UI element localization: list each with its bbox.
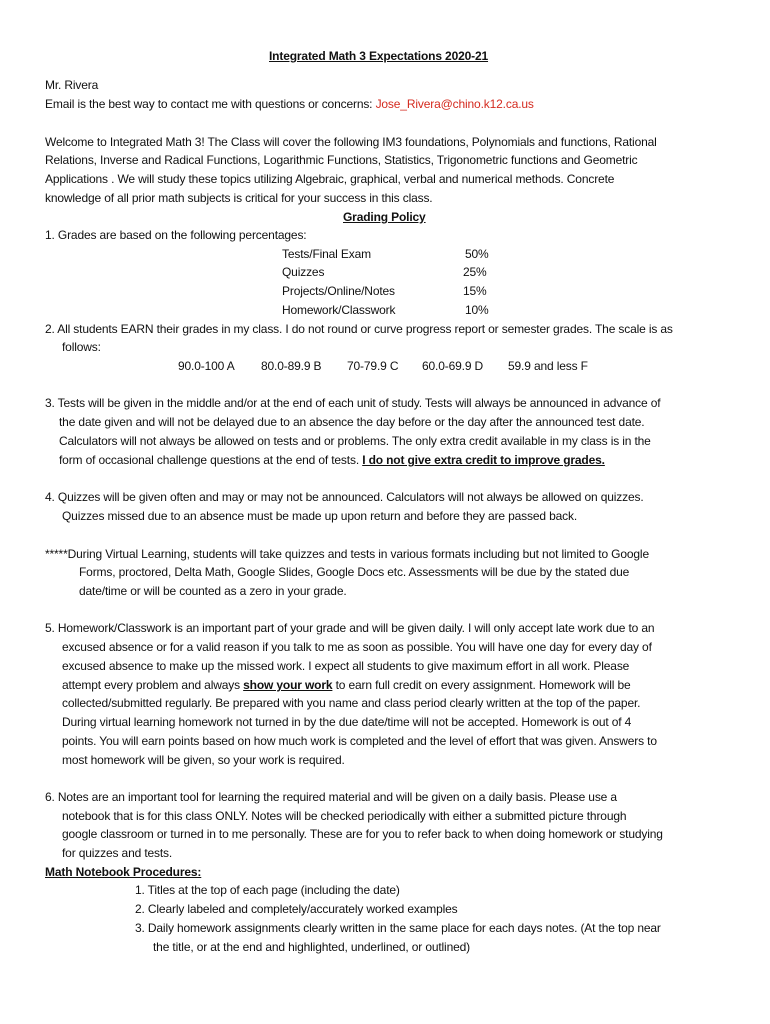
item-5-text: attempt every problem and always <box>62 678 244 692</box>
grading-item-5-cont: collected/submitted regularly. Be prepared with you name and class period clearly written at the top of the paper. <box>62 696 641 710</box>
percentage-label: Projects/Online/Notes <box>282 284 395 298</box>
grading-item-2-cont: follows: <box>62 340 101 354</box>
show-your-work: show your work <box>243 678 333 692</box>
notebook-item: 3. Daily homework assignments clearly written in the same place for each days notes. (At the top near <box>135 921 661 935</box>
grading-item-5-cont: excused absence to make up the missed work. I expect all students to give maximum effort in all work. Please <box>62 659 630 673</box>
virtual-note: *****During Virtual Learning, students will take quizzes and tests in various formats including but not limited to Google <box>45 547 649 561</box>
grading-item-5-cont: excused absence or for a valid reason if you talk to me as soon as possible. You will have one day for every day of <box>62 640 652 654</box>
percentage-label: Quizzes <box>282 265 325 279</box>
virtual-note-cont: Forms, proctored, Delta Math, Google Slides, Google Docs etc. Assessments will be due by the stated due <box>79 565 630 579</box>
grading-item-5: 5. Homework/Classwork is an important part of your grade and will be given daily. I will only accept late work due to an <box>45 621 655 635</box>
percentage-value: 50% <box>465 247 489 261</box>
grading-item-6-cont: google classroom or turned in to me personally. These are for you to refer back to when doing homework or studying <box>62 827 663 841</box>
intro-line: knowledge of all prior math subjects is critical for your success in this class. <box>45 191 433 205</box>
intro-line: Applications . We will study these topics utilizing Algebraic, graphical, verbal and numerical methods. Concrete <box>45 172 615 186</box>
grading-item-5-cont: points. You will earn points based on how much work is completed and the level of effort that was given. Answers to <box>62 734 657 748</box>
grade-scale-d: 60.0-69.9 D <box>422 359 484 373</box>
grading-item-3-cont: the date given and will not be delayed due to an absence the day before or the day after the announced test date. <box>59 415 645 429</box>
percentage-value: 25% <box>463 265 487 279</box>
item-3-text: form of occasional challenge questions at the end of tests. <box>59 453 363 467</box>
grading-item-5-cont: During virtual learning homework not turned in by the due date/time will not be accepted. Homework is out of 4 <box>62 715 632 729</box>
grade-scale-a: 90.0-100 A <box>178 359 235 373</box>
percentage-label: Homework/Classwork <box>282 303 396 317</box>
notebook-heading: Math Notebook Procedures: <box>45 865 202 879</box>
item-5-text: to earn full credit on every assignment. Homework will be <box>332 678 631 692</box>
grading-item-5-cont: most homework will be given, so your work is required. <box>62 753 345 767</box>
grading-item-3-cont: Calculators will not always be allowed on tests and or problems. The only extra credit available in my class is in the <box>59 434 651 448</box>
notebook-item: 1. Titles at the top of each page (including the date) <box>135 883 400 897</box>
grading-item-6-cont: notebook that is for this class ONLY. Notes will be checked periodically with either a submitted picture through <box>62 809 627 823</box>
grading-item-4: 4. Quizzes will be given often and may or may not be announced. Calculators will not always be allowed on quizzes. <box>45 490 644 504</box>
grading-item-4-cont: Quizzes missed due to an absence must be made up upon return and before they are passed back. <box>62 509 578 523</box>
grading-item-5-cont <box>62 677 631 693</box>
virtual-note-cont: date/time or will be counted as a zero in your grade. <box>79 584 347 598</box>
grading-item-6-cont: for quizzes and tests. <box>62 846 173 860</box>
contact-line <box>45 96 534 112</box>
grading-item-3-cont <box>59 452 605 468</box>
grading-item-1: 1. Grades are based on the following percentages: <box>45 228 307 242</box>
no-extra-credit-note: I do not give extra credit to improve grades. <box>362 453 605 467</box>
grading-item-2: 2. All students EARN their grades in my class. I do not round or curve progress report or semester grades. The scale is as <box>45 322 673 336</box>
grading-item-6: 6. Notes are an important tool for learning the required material and will be given on a daily basis. Please use a <box>45 790 617 804</box>
teacher-name: Mr. Rivera <box>45 78 99 92</box>
grading-policy-heading: Grading Policy <box>343 210 426 224</box>
grade-scale-b: 80.0-89.9 B <box>261 359 322 373</box>
grade-scale-c: 70-79.9 C <box>347 359 399 373</box>
page-title: Integrated Math 3 Expectations 2020-21 <box>269 49 489 63</box>
notebook-item-cont: the title, or at the end and highlighted, underlined, or outlined) <box>153 940 470 954</box>
percentage-label: Tests/Final Exam <box>282 247 371 261</box>
grading-item-3: 3. Tests will be given in the middle and/or at the end of each unit of study. Tests will always be announced in advance of <box>45 396 661 410</box>
notebook-item: 2. Clearly labeled and completely/accurately worked examples <box>135 902 458 916</box>
percentage-value: 15% <box>463 284 487 298</box>
contact-text: Email is the best way to contact me with questions or concerns: <box>45 97 376 111</box>
intro-line: Welcome to Integrated Math 3! The Class will cover the following IM3 foundations, Polynomials and functions, Rational <box>45 135 657 149</box>
percentage-value: 10% <box>465 303 489 317</box>
grade-scale-f: 59.9 and less F <box>508 359 588 373</box>
email-link[interactable]: Jose_Rivera@chino.k12.ca.us <box>375 97 534 111</box>
intro-line: Relations, Inverse and Radical Functions, Logarithmic Functions, Statistics, Trigonometric functions and Geometric <box>45 153 638 167</box>
